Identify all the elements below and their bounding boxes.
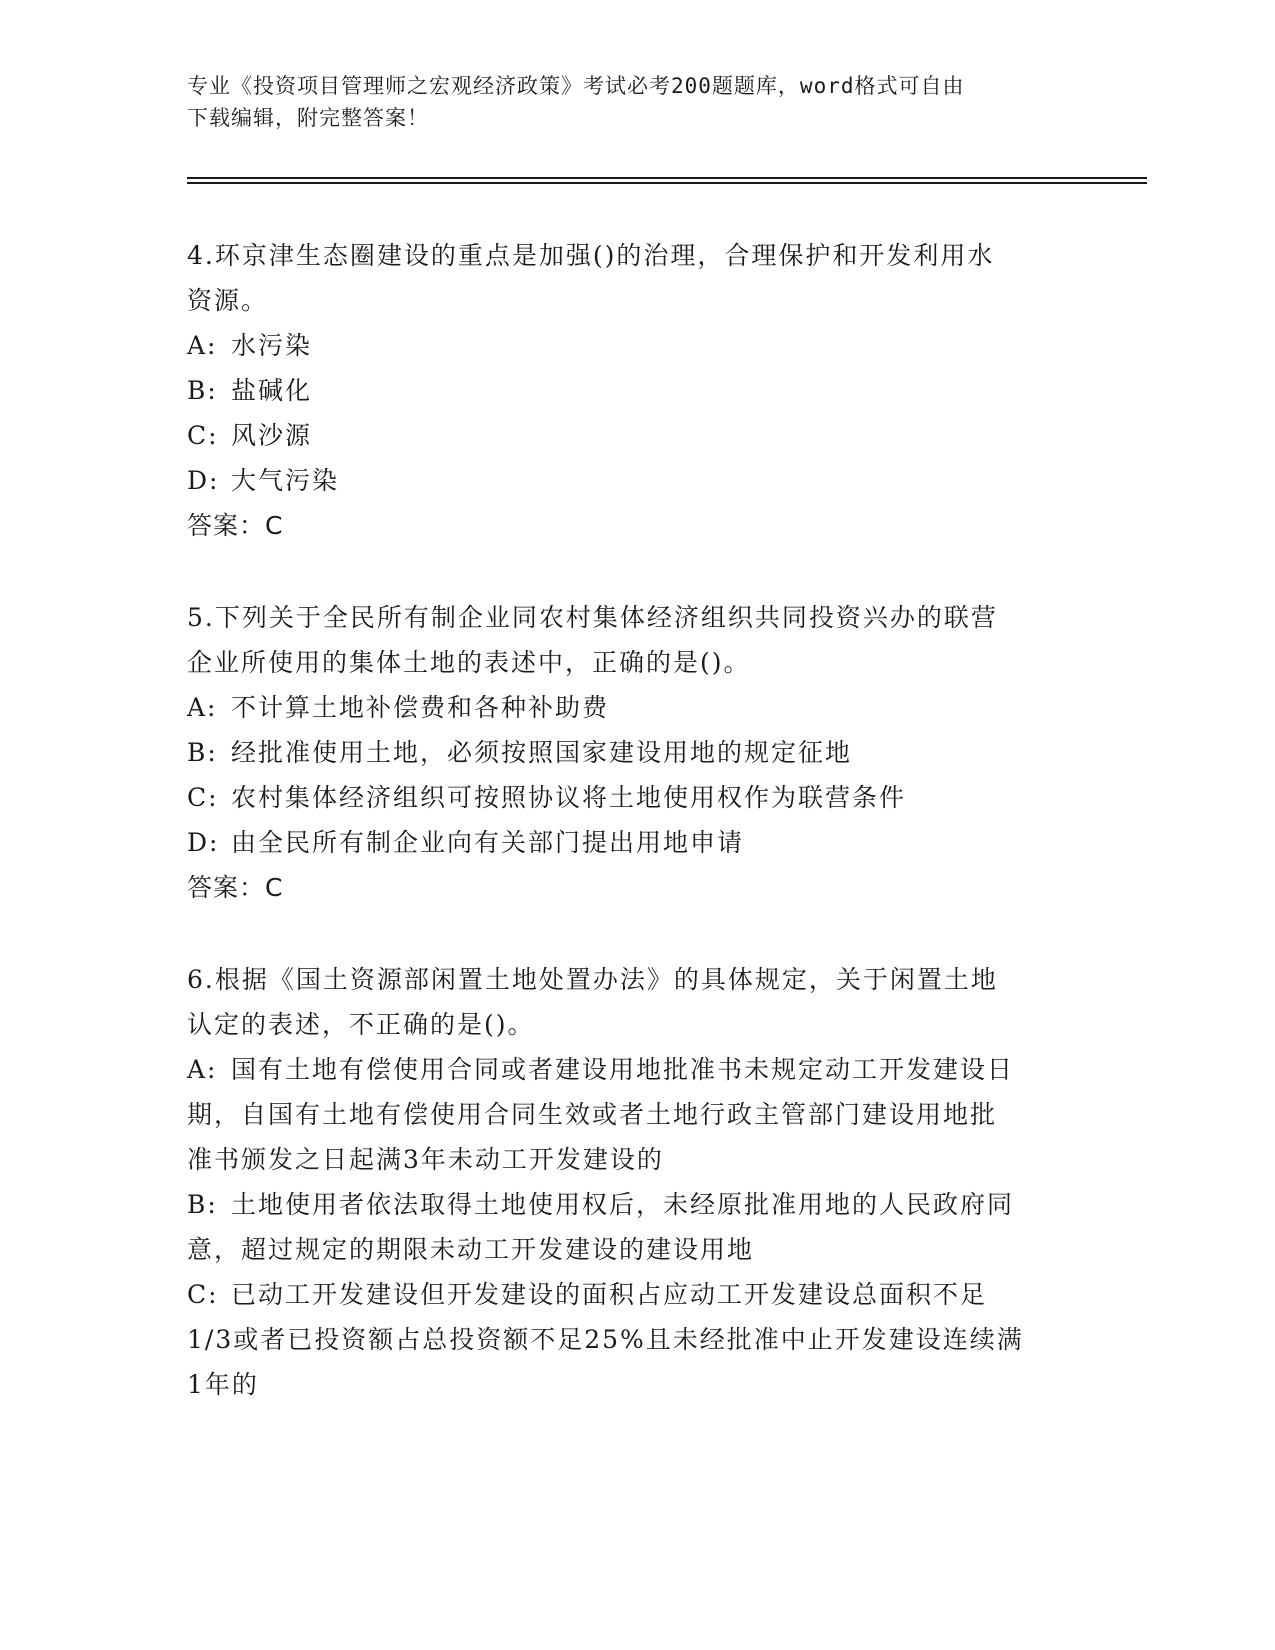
option-text-continued: 期，自国有土地有偿使用合同生效或者土地行政主管部门建设用地批 xyxy=(187,1100,998,1129)
header-line-2: 下载编辑，附完整答案！ xyxy=(187,106,429,130)
question-5 xyxy=(187,595,1087,910)
option-text: 经批准使用土地，必须按照国家建设用地的规定征地 xyxy=(231,738,853,767)
stem-line: 5.下列关于全民所有制企业同农村集体经济组织共同投资兴办的联营 xyxy=(187,603,998,632)
option-a xyxy=(187,1047,1087,1182)
option-c xyxy=(187,1272,1087,1407)
option-b xyxy=(187,730,1087,775)
question-stem xyxy=(187,595,1087,685)
option-text-continued: 意，超过规定的期限未动工开发建设的建设用地 xyxy=(187,1235,755,1264)
stem-line: 4.环京津生态圈建设的重点是加强()的治理，合理保护和开发利用水 xyxy=(187,241,995,270)
header-divider-top xyxy=(187,177,1147,179)
document-header xyxy=(187,70,1067,134)
option-d xyxy=(187,820,1087,865)
option-key: B: xyxy=(187,376,218,405)
option-text: 已动工开发建设但开发建设的面积占应动工开发建设总面积不足 xyxy=(231,1280,988,1309)
question-4 xyxy=(187,233,1087,548)
option-key: A: xyxy=(187,331,218,360)
option-key: C: xyxy=(187,421,219,450)
option-text: 风沙源 xyxy=(231,421,313,450)
option-key: D: xyxy=(187,828,220,857)
option-b xyxy=(187,368,1087,413)
option-key: D: xyxy=(187,466,220,495)
option-text-continued: 准书颁发之日起满3年未动工开发建设的 xyxy=(187,1145,664,1174)
answer-line: 答案：C xyxy=(187,511,284,540)
option-text: 由全民所有制企业向有关部门提出用地申请 xyxy=(231,828,745,857)
option-d xyxy=(187,458,1087,503)
option-text: 农村集体经济组织可按照协议将土地使用权作为联营条件 xyxy=(231,783,907,812)
stem-line: 6.根据《国土资源部闲置土地处置办法》的具体规定，关于闲置土地 xyxy=(187,965,998,994)
option-c xyxy=(187,775,1087,820)
option-b xyxy=(187,1182,1087,1272)
question-6 xyxy=(187,957,1087,1407)
stem-line: 资源。 xyxy=(187,286,269,315)
option-text: 国有土地有偿使用合同或者建设用地批准书未规定动工开发建设日 xyxy=(231,1055,1015,1084)
question-stem xyxy=(187,233,1087,323)
option-a xyxy=(187,323,1087,368)
header-line-1: 专业《投资项目管理师之宏观经济政策》考试必考200题题库，word格式可自由 xyxy=(187,74,965,98)
option-text-continued: 1年的 xyxy=(187,1370,259,1399)
option-key: A: xyxy=(187,693,218,722)
option-key: B: xyxy=(187,1190,218,1219)
option-text: 大气污染 xyxy=(231,466,340,495)
stem-line: 认定的表述，不正确的是()。 xyxy=(187,1010,535,1039)
option-key: C: xyxy=(187,1280,219,1309)
stem-line: 企业所使用的集体土地的表述中，正确的是()。 xyxy=(187,648,751,677)
option-text: 盐碱化 xyxy=(231,376,313,405)
answer-line: 答案：C xyxy=(187,873,284,902)
option-key: B: xyxy=(187,738,218,767)
option-key: C: xyxy=(187,783,219,812)
header-divider-bottom xyxy=(187,182,1147,184)
option-text: 不计算土地补偿费和各种补助费 xyxy=(231,693,610,722)
option-key: A: xyxy=(187,1055,218,1084)
question-stem xyxy=(187,957,1087,1047)
option-text-continued: 1/3或者已投资额占总投资额不足25%且未经批准中止开发建设连续满 xyxy=(187,1325,1024,1354)
option-text: 土地使用者依法取得土地使用权后，未经原批准用地的人民政府同 xyxy=(231,1190,1015,1219)
option-c xyxy=(187,413,1087,458)
option-a xyxy=(187,685,1087,730)
option-text: 水污染 xyxy=(231,331,313,360)
